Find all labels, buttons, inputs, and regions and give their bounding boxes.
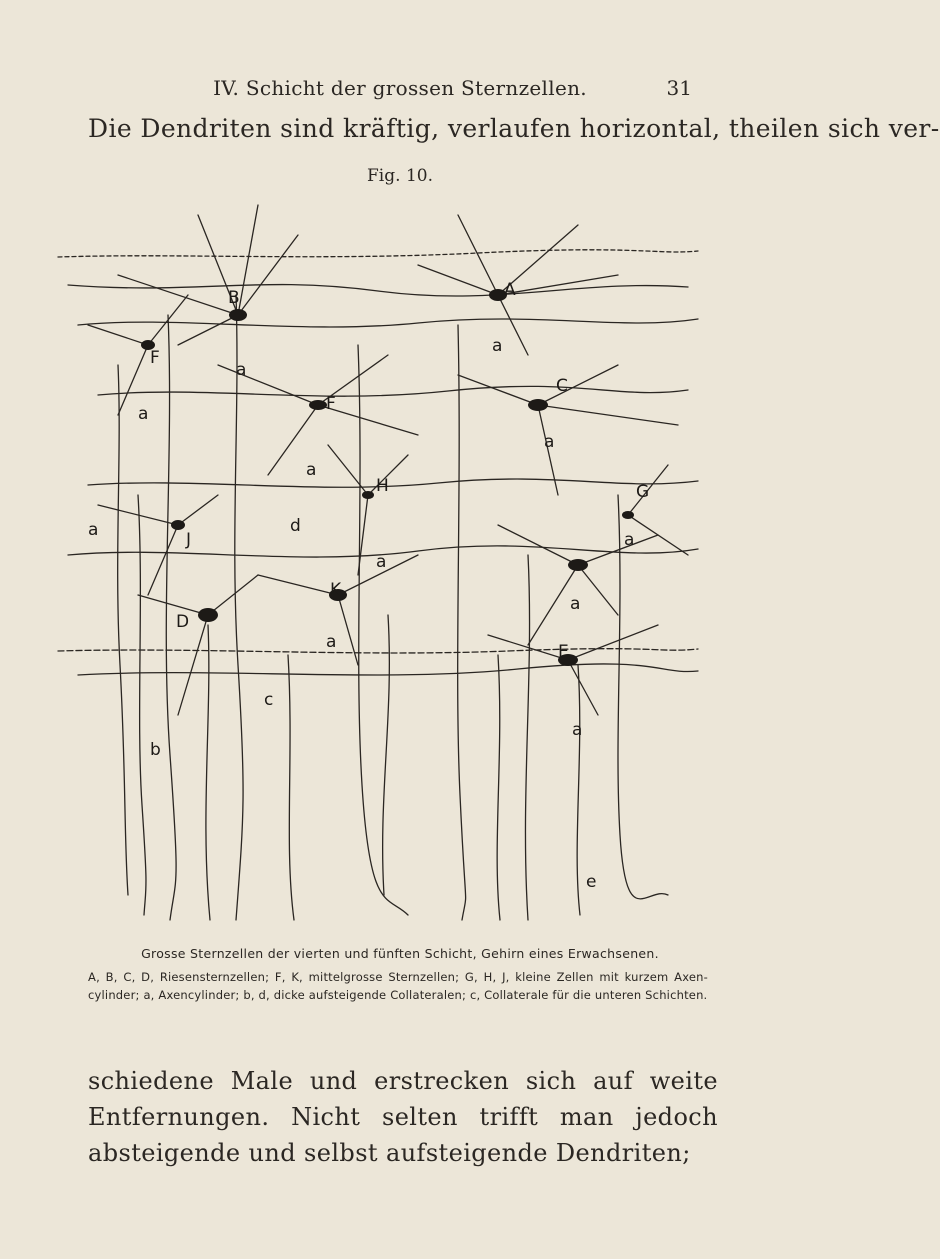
- cell-label: a: [492, 336, 503, 356]
- cell-label: a: [88, 520, 99, 540]
- chapter-title: IV. Schicht der grossen Sternzellen.: [213, 76, 587, 100]
- cell-label: D: [176, 612, 190, 632]
- cell-label: c: [264, 690, 274, 710]
- neuron-drawing: [58, 195, 698, 925]
- cell-label: F: [326, 394, 336, 414]
- body-text-bottom: schiedene Male und erstrecken sich auf weite Entfernungen. Nicht selten trifft man jedoch absteigende und selbst aufsteigende Dendriten;: [88, 1067, 718, 1167]
- cell-label: e: [586, 872, 597, 892]
- cell-label: C: [556, 376, 568, 396]
- cell-label: a: [570, 594, 581, 614]
- cell-label: F: [150, 348, 160, 368]
- body-text-top: Die Dendriten sind kräftig, verlaufen horizontal, theilen sich ver-: [88, 114, 940, 143]
- cell-label: J: [186, 530, 192, 550]
- cell-label: a: [138, 404, 149, 424]
- page-number: 31: [666, 76, 692, 100]
- figure-label: Fig. 10.: [367, 166, 433, 186]
- cell-label: b: [150, 740, 161, 760]
- cell-label: a: [306, 460, 317, 480]
- cell-label: B: [228, 288, 240, 308]
- cell-label: a: [544, 432, 555, 452]
- cell-label: K: [330, 580, 342, 600]
- cell-label: H: [376, 476, 389, 496]
- cell-label: G: [636, 482, 650, 502]
- running-head: [0, 76, 800, 106]
- cell-label: a: [236, 360, 247, 380]
- cell-label: d: [290, 516, 301, 536]
- cell-label: E: [558, 642, 569, 662]
- neuron-figure: [58, 195, 698, 925]
- cell-label: a: [624, 530, 635, 550]
- cell-label: a: [326, 632, 337, 652]
- cell-label: a: [572, 720, 583, 740]
- figure-caption-body: A, B, C, D, Riesensternzellen; F, K, mittelgrosse Sternzellen; G, H, J, kleine Zellen mit kurzem Axen-cylinder; a, Axencylinder; b, d, dicke aufsteigende Collateralen; c, Collaterale für die unteren Schichten.: [88, 970, 708, 1002]
- cell-label: A: [504, 280, 516, 300]
- figure-caption-title: Grosse Sternzellen der vierten und fünften Schicht, Gehirn eines Erwachsenen.: [141, 946, 659, 961]
- cell-label: a: [376, 552, 387, 572]
